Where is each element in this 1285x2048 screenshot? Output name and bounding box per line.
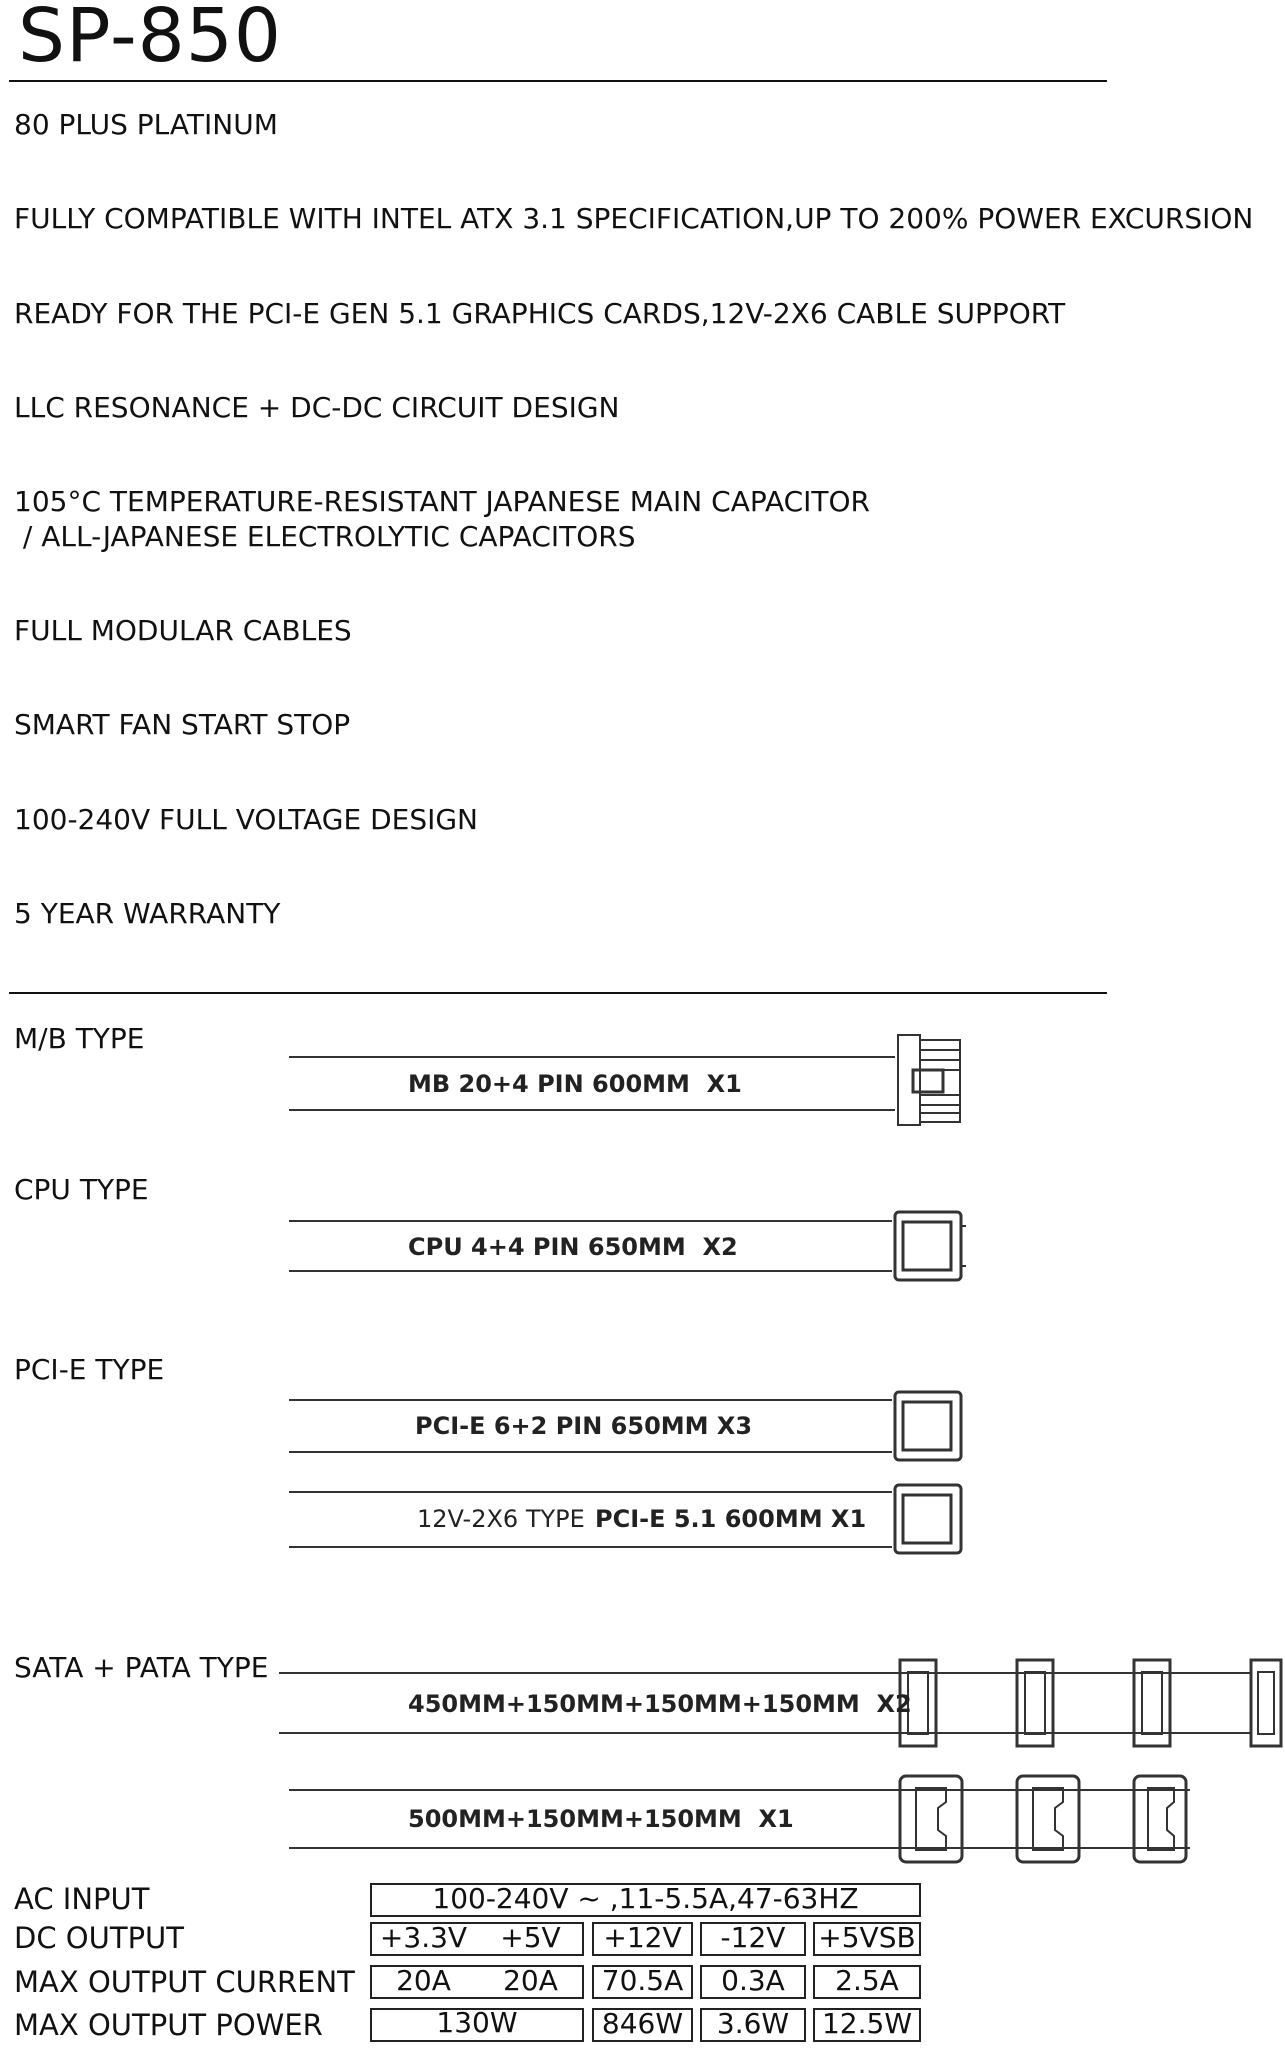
sata-cable-label: 450MM+150MM+150MM+150MM X2 xyxy=(408,1690,912,1718)
cpu-section-heading: CPU TYPE xyxy=(14,1173,149,1206)
12v-2x6-prefix: 12V-2X6 TYPE xyxy=(417,1505,585,1533)
feature-item: LLC RESONANCE + DC-DC CIRCUIT DESIGN xyxy=(14,391,620,424)
page-title: SP-850 xyxy=(18,0,282,79)
molex-connector-icon xyxy=(900,1776,1186,1862)
cpu-cable-label: CPU 4+4 PIN 650MM X2 xyxy=(408,1233,738,1261)
feature-item: READY FOR THE PCI-E GEN 5.1 GRAPHICS CARDS,12V-2X6 CABLE SUPPORT xyxy=(14,297,1066,330)
current-neg12v: 0.3A xyxy=(721,1964,785,1997)
power-combined: 130W xyxy=(436,2006,518,2039)
12v-2x6-cable-label: PCI-E 5.1 600MM X1 xyxy=(595,1505,867,1533)
rail-3v3: +3.3V xyxy=(379,1921,468,1954)
feature-item: 5 YEAR WARRANTY xyxy=(14,897,281,930)
feature-item: 80 PLUS PLATINUM xyxy=(14,108,278,141)
max-current-label: MAX OUTPUT CURRENT xyxy=(14,1965,355,1999)
max-power-label: MAX OUTPUT POWER xyxy=(14,2008,323,2042)
mb-section-heading: M/B TYPE xyxy=(14,1022,145,1055)
current-12v: 70.5A xyxy=(601,1964,684,1997)
pcie-section-heading: PCI-E TYPE xyxy=(14,1353,165,1386)
feature-item: SMART FAN START STOP xyxy=(14,708,351,741)
ac-input-label: AC INPUT xyxy=(14,1882,150,1916)
rail-5v: +5V xyxy=(500,1921,561,1954)
rail-12v: +12V xyxy=(603,1921,682,1954)
rail-neg12v: -12V xyxy=(720,1921,786,1954)
power-5vsb: 12.5W xyxy=(821,2007,913,2040)
mb-cable-label: MB 20+4 PIN 600MM X1 xyxy=(408,1070,742,1098)
sata-section-heading: SATA + PATA TYPE xyxy=(14,1651,269,1684)
feature-item: FULLY COMPATIBLE WITH INTEL ATX 3.1 SPECIFICATION,UP TO 200% POWER EXCURSION xyxy=(14,202,1254,235)
cpu-8pin-connector-icon xyxy=(895,1212,966,1280)
rail-5vsb: +5VSB xyxy=(818,1921,916,1954)
ac-input-value: 100-240V ~ ,11-5.5A,47-63HZ xyxy=(432,1882,859,1915)
power-neg12v: 3.6W xyxy=(716,2007,790,2040)
power-12v: 846W xyxy=(601,2007,684,2040)
feature-item: / ALL-JAPANESE ELECTROLYTIC CAPACITORS xyxy=(14,520,636,553)
mb-24pin-connector-icon xyxy=(898,1035,960,1125)
feature-item: 105°C TEMPERATURE-RESISTANT JAPANESE MAIN CAPACITOR xyxy=(14,485,871,518)
12v-2x6-connector-icon xyxy=(895,1485,961,1553)
feature-item: 100-240V FULL VOLTAGE DESIGN xyxy=(14,803,478,836)
current-3v3: 20A xyxy=(396,1964,451,1997)
dc-output-label: DC OUTPUT xyxy=(14,1921,184,1955)
current-5vsb: 2.5A xyxy=(835,1964,899,1997)
pcie-8pin-connector-icon xyxy=(895,1392,961,1460)
feature-item: FULL MODULAR CABLES xyxy=(14,614,352,647)
current-5v: 20A xyxy=(503,1964,558,1997)
pata-cable-label: 500MM+150MM+150MM X1 xyxy=(408,1805,794,1833)
pcie-cable-label: PCI-E 6+2 PIN 650MM X3 xyxy=(415,1412,753,1440)
